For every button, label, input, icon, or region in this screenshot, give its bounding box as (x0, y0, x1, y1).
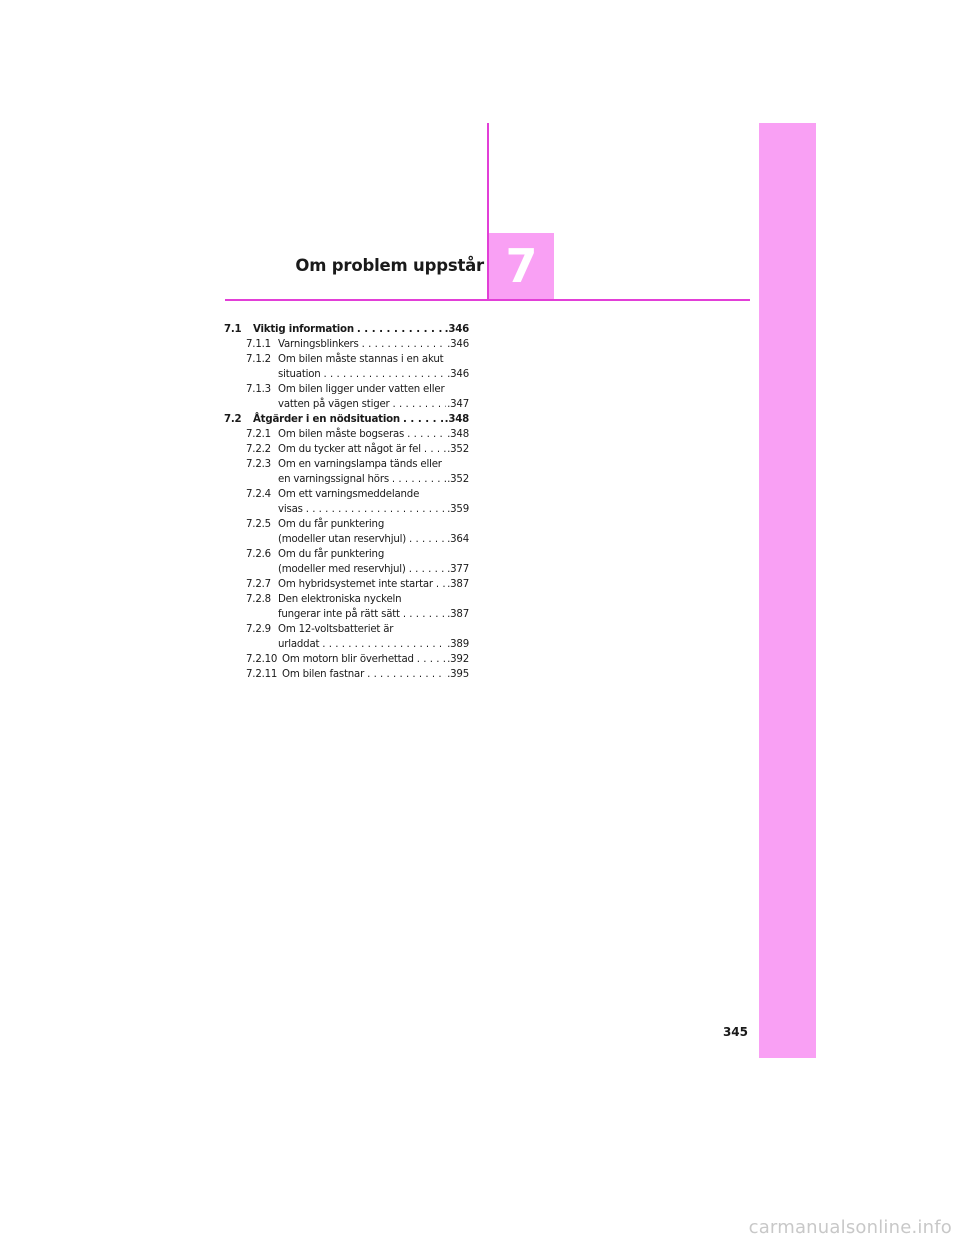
toc-entry-leader (303, 502, 446, 517)
toc-entry-page: .346 (447, 339, 469, 350)
toc-entry-title-continued: (modeller med reservhjul) (278, 564, 406, 575)
toc-entry-page: .377 (447, 564, 469, 575)
table-of-contents (224, 322, 469, 682)
toc-entry-page: .392 (447, 654, 469, 665)
page-number: 345 (722, 1025, 748, 1039)
toc-entry[interactable] (224, 352, 469, 382)
toc-entry[interactable] (224, 592, 469, 622)
chapter-number: 7 (505, 239, 538, 293)
toc-entry-page: .352 (447, 474, 469, 485)
toc-entry-title: Om motorn blir överhettad (282, 654, 414, 665)
toc-entry-title: Åtgärder i en nödsituation (253, 414, 400, 425)
toc-entry-page: .395 (447, 669, 469, 680)
toc-entry-number: 7.2.11 (246, 669, 278, 680)
toc-entry-number: 7.2.8 (246, 594, 271, 605)
toc-entry[interactable] (224, 382, 469, 412)
toc-entry-number: 7.2.5 (246, 519, 271, 530)
toc-entry-page: .346 (447, 369, 469, 380)
toc-entry-title: Om bilen måste bogseras (278, 429, 405, 440)
toc-entry[interactable] (224, 442, 469, 457)
toc-entry-number: 7.1.1 (246, 339, 271, 350)
toc-entry-number: 7.2.4 (246, 489, 271, 500)
toc-entry-page: .348 (447, 429, 469, 440)
toc-entry[interactable] (224, 457, 469, 487)
toc-entry-title: Om ett varningsmeddelande (278, 489, 420, 500)
toc-entry-title: Om du tycker att något är fel (278, 444, 421, 455)
toc-entry-number: 7.2.2 (246, 444, 271, 455)
toc-entry-title: Om du får punktering (278, 549, 385, 560)
chapter-number-box (489, 233, 554, 299)
toc-entry-leader (406, 562, 446, 577)
toc-entry-title: Om bilen måste stannas i en akut (278, 354, 444, 365)
toc-entry-leader (404, 427, 446, 442)
toc-entry-page: .389 (447, 639, 469, 650)
toc-entry-title-continued: visas (278, 504, 303, 515)
chapter-title: Om problem uppstår (295, 256, 484, 275)
header-horizontal-rule (225, 299, 750, 301)
toc-entry-title-continued: (modeller utan reservhjul) (278, 534, 406, 545)
toc-entry[interactable] (224, 547, 469, 577)
toc-entry-page: .348 (444, 414, 469, 425)
toc-entry-title: Om hybridsystemet inte startar (278, 579, 433, 590)
toc-entry-leader (400, 607, 446, 622)
toc-entry-page: .346 (444, 324, 469, 335)
toc-entry-page: .364 (447, 534, 469, 545)
toc-entry-number: 7.1.2 (246, 354, 271, 365)
toc-entry-page: .352 (447, 444, 469, 455)
toc-entry-leader (321, 367, 447, 382)
toc-entry[interactable] (224, 322, 469, 337)
toc-entry[interactable] (224, 337, 469, 352)
toc-entry-leader (406, 532, 446, 547)
toc-entry-number: 7.1 (224, 324, 242, 335)
toc-entry[interactable] (224, 517, 469, 547)
toc-entry-leader (364, 667, 446, 682)
toc-entry-title: Om bilen ligger under vatten eller (278, 384, 445, 395)
toc-entry-leader (433, 577, 446, 592)
toc-entry-number: 7.2.3 (246, 459, 271, 470)
toc-entry-number: 7.2.10 (246, 654, 278, 665)
toc-entry-page: .359 (447, 504, 469, 515)
toc-entry-title: Den elektroniska nyckeln (278, 594, 402, 605)
toc-entry-title-continued: vatten på vägen stiger (278, 399, 390, 410)
toc-entry-title-continued: situation (278, 369, 321, 380)
toc-entry-leader (421, 442, 446, 457)
toc-entry-title: Viktig information (253, 324, 354, 335)
toc-entry-title: Om du får punktering (278, 519, 385, 530)
toc-entry[interactable] (224, 487, 469, 517)
toc-entry-title-continued: urladdat (278, 639, 320, 650)
toc-entry-page: .387 (447, 579, 469, 590)
toc-entry-title-continued: en varningssignal hörs (278, 474, 389, 485)
toc-entry-title-continued: fungerar inte på rätt sätt (278, 609, 400, 620)
toc-entry[interactable] (224, 622, 469, 652)
watermark: carmanualsonline.info (748, 1217, 952, 1238)
toc-entry-number: 7.2.9 (246, 624, 271, 635)
toc-entry-number: 7.2.1 (246, 429, 271, 440)
toc-entry-leader (359, 337, 446, 352)
toc-entry-page: .347 (447, 399, 469, 410)
toc-entry[interactable] (224, 427, 469, 442)
toc-entry-leader (390, 397, 447, 412)
toc-entry-page: .387 (447, 609, 469, 620)
toc-entry-leader (319, 637, 446, 652)
toc-entry-leader (354, 322, 444, 337)
toc-entry[interactable] (224, 412, 469, 427)
toc-entry-leader (389, 472, 446, 487)
toc-entry-title: Om 12-voltsbatteriet är (278, 624, 394, 635)
toc-entry-title: Varningsblinkers (278, 339, 359, 350)
toc-entry-leader (414, 652, 446, 667)
toc-entry[interactable] (224, 577, 469, 592)
toc-entry[interactable] (224, 667, 469, 682)
chapter-side-tab (759, 123, 816, 1058)
toc-entry-number: 7.2.7 (246, 579, 271, 590)
toc-entry[interactable] (224, 652, 469, 667)
toc-entry-title: Om en varningslampa tänds eller (278, 459, 442, 470)
toc-entry-leader (400, 412, 444, 427)
toc-entry-number: 7.2 (224, 414, 242, 425)
toc-entry-number: 7.1.3 (246, 384, 271, 395)
toc-entry-title: Om bilen fastnar (282, 669, 365, 680)
toc-entry-number: 7.2.6 (246, 549, 271, 560)
